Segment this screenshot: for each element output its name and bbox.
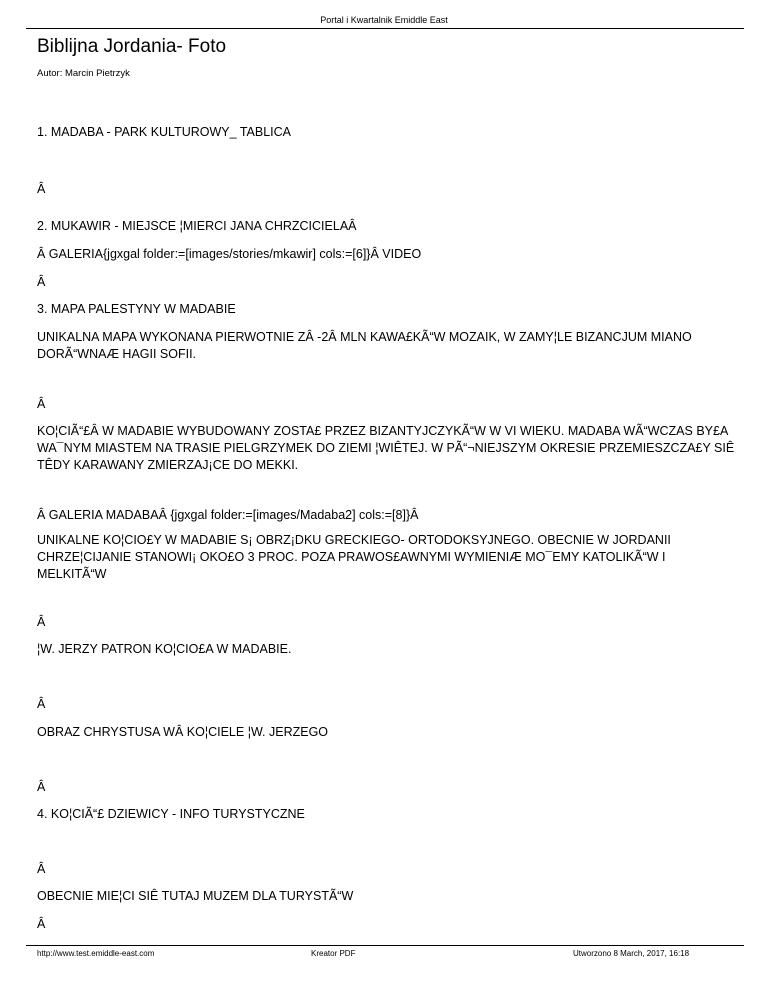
paragraph-20: Â — [37, 917, 46, 931]
paragraph-11: UNIKALNE KO¦CIO£Y W MADABIE S¡ OBRZ¡DKU GRECKIEGO- ORTODOKSYJNEGO. OBECNIE W JORDANII CHRZE¦CIJANIE STANOWI¡ OKO£O 3 PROC. POZA PRAWOS£AWNYMI WYMIENIÆ MO¯EMY KATOLIKÃ“W I MELKITÃ“W — [37, 533, 671, 581]
paragraph-14: Â — [37, 697, 46, 711]
footer-creator: Kreator PDF — [311, 949, 356, 958]
paragraph-8: Â — [37, 397, 46, 411]
paragraph-4: Â GALERIA{jgxgal folder:=[images/stories/mkawir] cols:=[6]}Â VIDEO — [37, 247, 422, 261]
paragraph-17: 4. KO¦CIÃ“£ DZIEWICY - INFO TURYSTYCZNE — [37, 807, 305, 821]
footer-divider — [26, 945, 744, 946]
article-title: Biblijna Jordania- Foto — [37, 36, 227, 57]
paragraph-2: Â — [37, 182, 46, 196]
footer-url: http://www.test.emiddle-east.com — [37, 949, 155, 958]
paragraph-16: Â — [37, 780, 46, 794]
paragraph-6: 3. MAPA PALESTYNY W MADABIE — [37, 302, 236, 316]
paragraph-1: 1. MADABA - PARK KULTUROWY_ TABLICA — [37, 125, 291, 139]
paragraph-10: Â GALERIA MADABAÂ {jgxgal folder:=[images/Madaba2] cols:=[8]}Â — [37, 508, 419, 522]
paragraph-9: KO¦CIÃ“£Â W MADABIE WYBUDOWANY ZOSTA£ PRZEZ BIZANTYJCZYKÃ“W W VI WIEKU. MADABA WÃ“WCZAS BY£A WA¯NYM MIASTEM NA TRASIE PIELGRZYMEK DO ZIEMI ¦WIÊTEJ. W PÃ“¬NIEJSZYM OKRESIE PRZEMIESZCZA£Y SIÊ TÊDY KARAWANY ZMIERZAJ¡CE DO MEKKI. — [37, 424, 735, 472]
paragraph-15: OBRAZ CHRYSTUSA WÂ KO¦CIELE ¦W. JERZEGO — [37, 725, 329, 739]
paragraph-7: UNIKALNA MAPA WYKONANA PIERWOTNIE ZÂ -2Â MLN KAWA£KÃ“W MOZAIK, W ZAMY¦LE BIZANCJUM MIANO DORÃ“WNAÆ HAGII SOFII. — [37, 330, 692, 361]
article-author: Autor: Marcin Pietrzyk — [37, 68, 130, 79]
paragraph-12: Â — [37, 615, 46, 629]
paragraph-3: 2. MUKAWIR - MIEJSCE ¦MIERCI JANA CHRZCICIELAÂ — [37, 219, 357, 233]
paragraph-5: Â — [37, 275, 46, 289]
header-divider — [26, 28, 744, 29]
page-header: Portal i Kwartalnik Emiddle East — [320, 15, 448, 25]
paragraph-18: Â — [37, 862, 46, 876]
paragraph-13: ¦W. JERZY PATRON KO¦CIO£A W MADABIE. — [37, 642, 292, 656]
footer-created: Utworzono 8 March, 2017, 16:18 — [573, 949, 690, 958]
paragraph-19: OBECNIE MIE¦CI SIÊ TUTAJ MUZEM DLA TURYSTÃ“W — [37, 889, 354, 903]
